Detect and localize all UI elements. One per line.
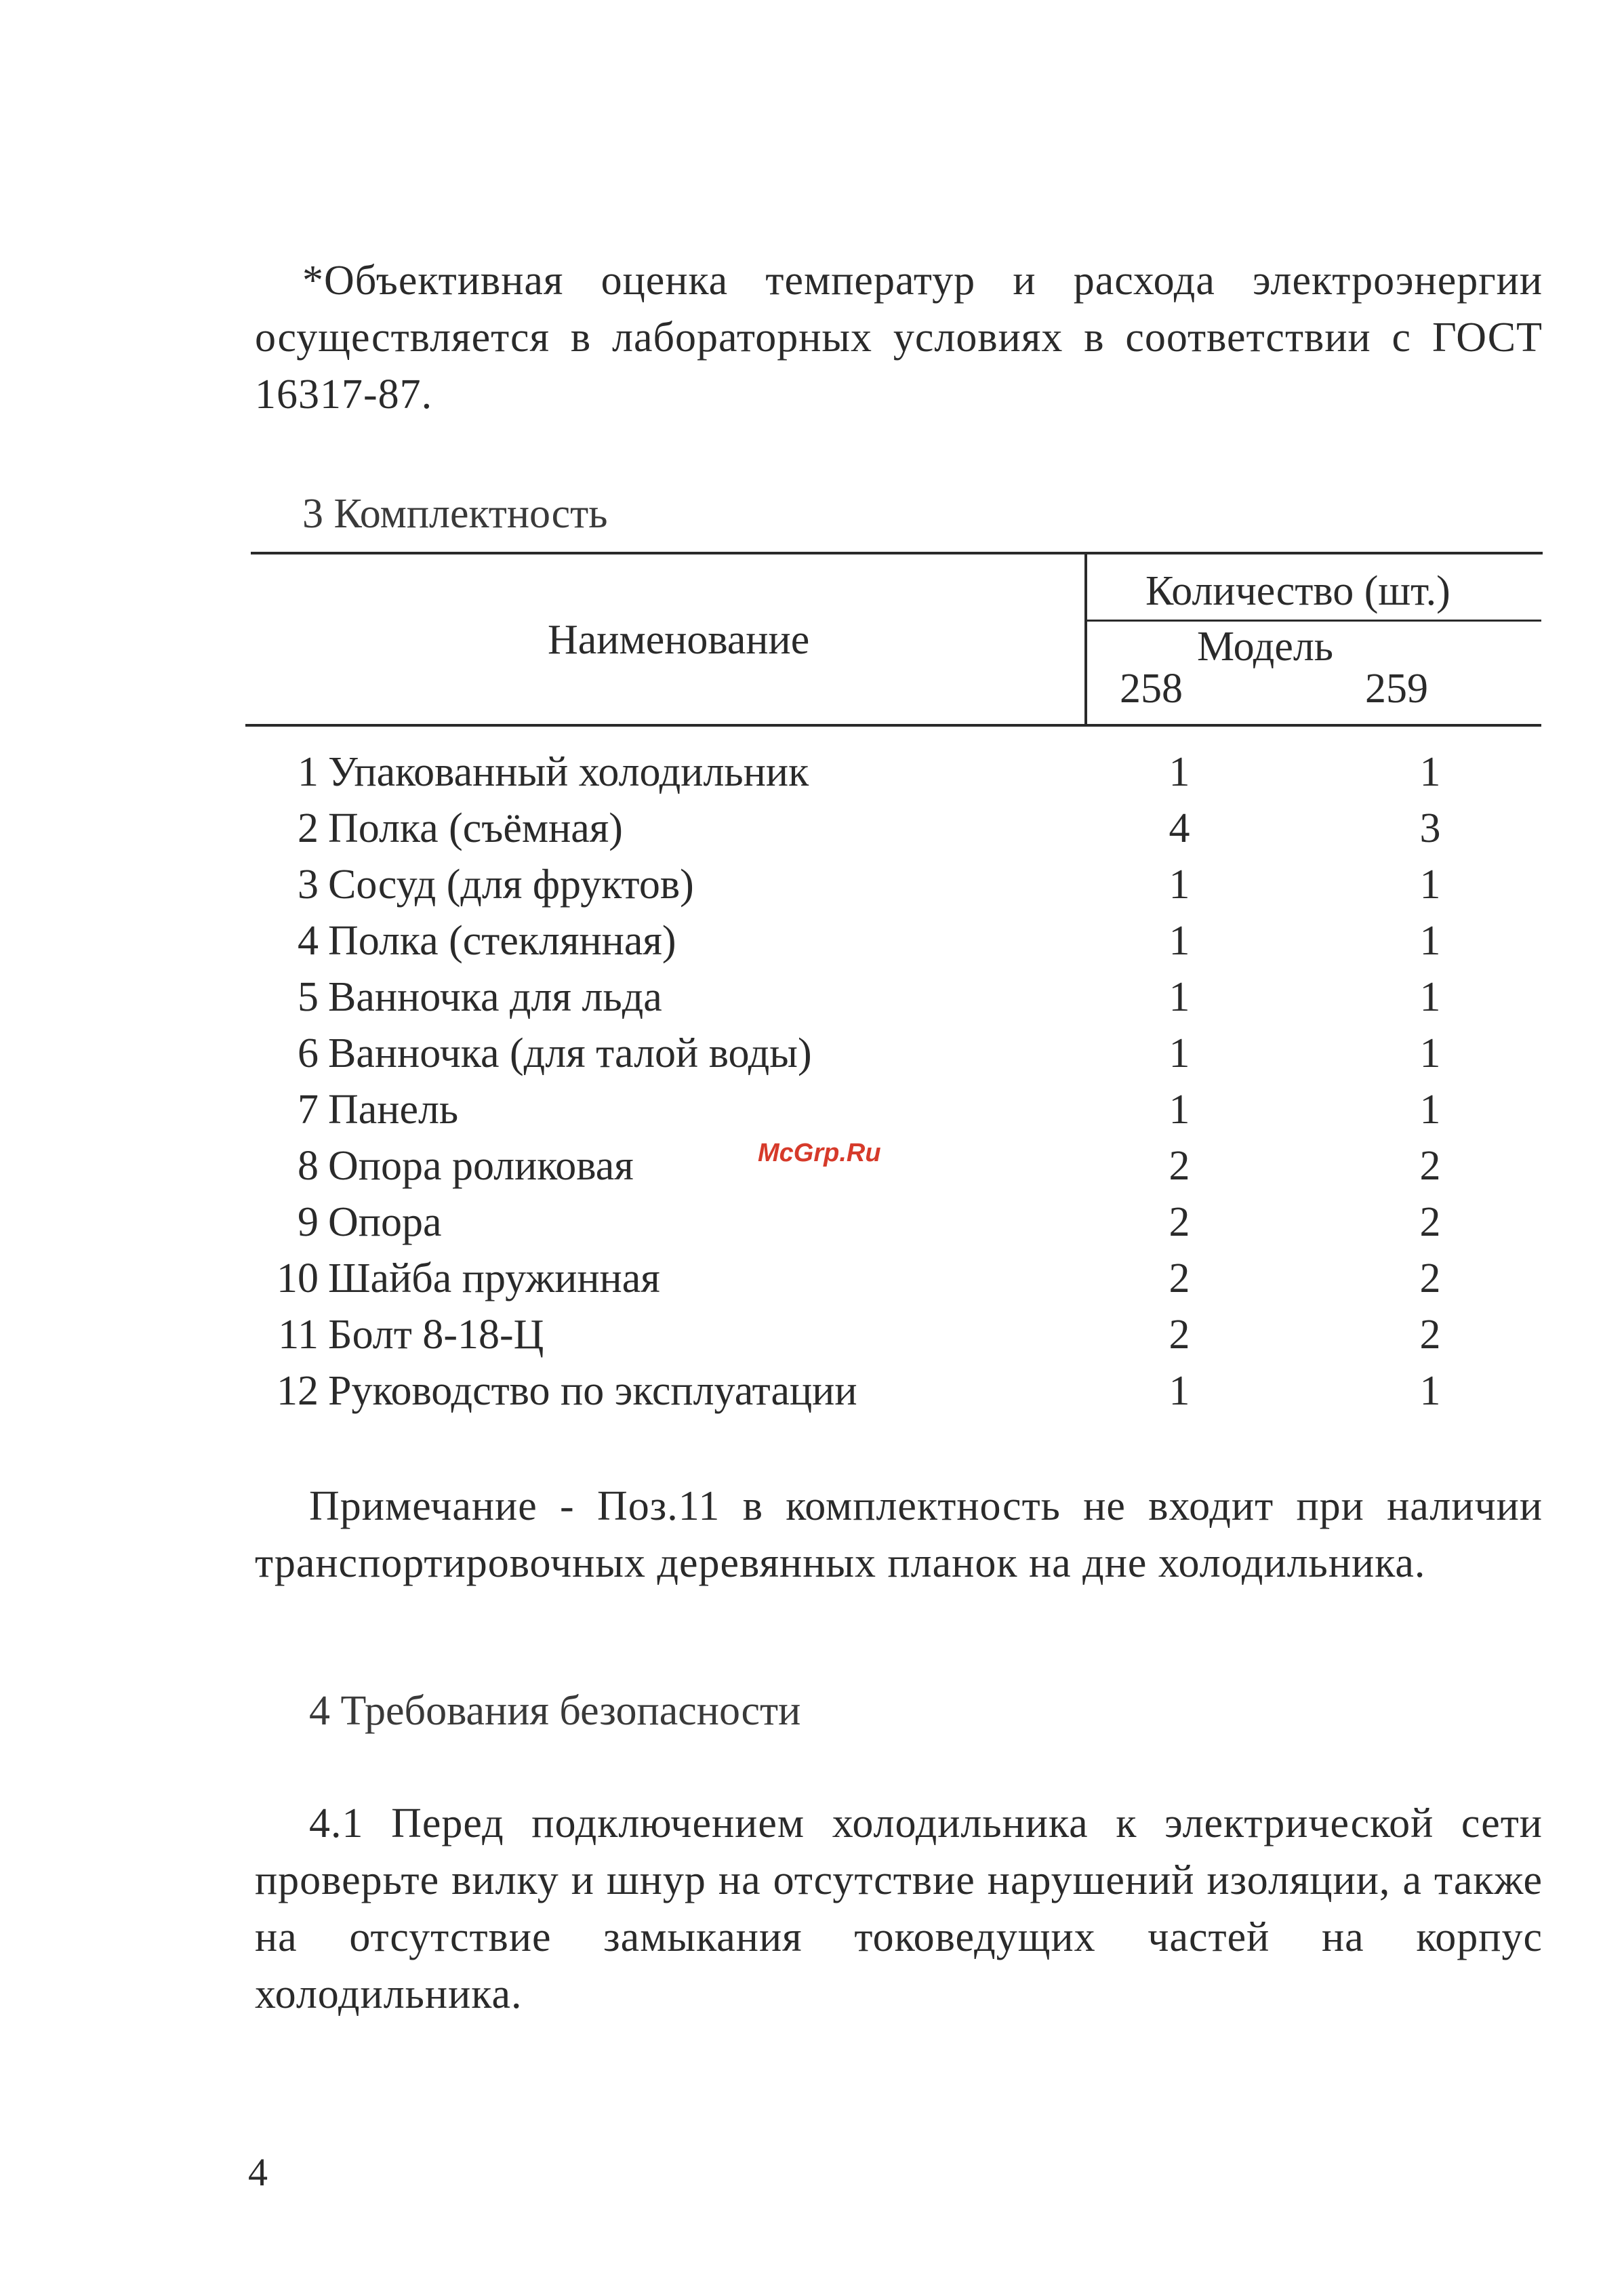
table-row xyxy=(291,857,1511,913)
row-item-name: Ванночка (для талой воды) xyxy=(328,1030,812,1076)
row-qty-259: 1 xyxy=(1419,1368,1441,1414)
row-qty-259: 1 xyxy=(1419,1030,1441,1076)
row-item-name: Опора xyxy=(328,1199,442,1245)
row-qty-258: 4 xyxy=(1169,805,1190,851)
row-qty-258: 2 xyxy=(1169,1199,1190,1245)
row-qty-259: 1 xyxy=(1419,862,1441,908)
table-row xyxy=(291,744,1511,801)
row-qty-258: 1 xyxy=(1169,1087,1190,1133)
section-4-paragraph-1: 4.1 Перед подключением холодильника к электрической сети проверьте вилку и шнур на отсутствие нарушений изоляции, а также на отсутствие замыкания токоведущих частей на корпус холодильника. xyxy=(255,1800,1543,2017)
row-qty-258: 1 xyxy=(1169,974,1190,1020)
row-number: 11 xyxy=(278,1312,319,1358)
row-number: 10 xyxy=(277,1255,319,1301)
row-item-name: Болт 8-18-Ц xyxy=(328,1312,544,1358)
row-qty-259: 2 xyxy=(1419,1312,1441,1358)
table-row xyxy=(277,1363,1511,1419)
section-4-title: 4 Требования безопасности xyxy=(309,1688,801,1734)
row-qty-259: 2 xyxy=(1419,1199,1441,1245)
table-header-model-258: 258 xyxy=(1120,666,1183,712)
row-item-name: Опора роликовая xyxy=(328,1143,634,1189)
row-qty-259: 1 xyxy=(1419,749,1441,795)
table-row xyxy=(291,969,1511,1026)
table-row xyxy=(291,1138,1511,1194)
row-item-name: Панель xyxy=(328,1087,459,1133)
section-3-title: 3 Комплектность xyxy=(302,491,608,537)
table-header-name: Наименование xyxy=(548,617,810,663)
table-header-divider xyxy=(1084,552,1087,725)
row-qty-259: 2 xyxy=(1419,1143,1441,1189)
page-number: 4 xyxy=(248,2150,268,2194)
row-qty-258: 1 xyxy=(1169,862,1190,908)
row-qty-259: 1 xyxy=(1419,918,1441,964)
row-number: 3 xyxy=(298,862,319,908)
table-header-model: Модель xyxy=(1197,624,1334,670)
row-number: 6 xyxy=(298,1030,319,1076)
table-header-bottom-rule xyxy=(245,724,1541,727)
table-row xyxy=(277,1251,1511,1307)
table-note: Примечание - Поз.11 в комплектность не входит при наличии транспортировочных деревянных планок на дне холодильника. xyxy=(255,1483,1543,1586)
row-number: 12 xyxy=(277,1368,319,1414)
row-qty-258: 2 xyxy=(1169,1312,1190,1358)
watermark-text: McGrp.Ru xyxy=(758,1139,881,1167)
row-qty-258: 1 xyxy=(1169,749,1190,795)
table-row xyxy=(291,913,1511,969)
intro-paragraph: *Объективная оценка температур и расхода электроэнергии осуществляется в лабораторных условиях в соответствии с ГОСТ 16317-87. xyxy=(255,258,1543,418)
row-number: 8 xyxy=(298,1143,319,1189)
table-top-rule xyxy=(251,552,1543,554)
row-item-name: Упакованный холодильник xyxy=(328,749,809,795)
row-qty-259: 3 xyxy=(1419,805,1441,851)
row-number: 2 xyxy=(298,805,319,851)
row-qty-258: 1 xyxy=(1169,1368,1190,1414)
contents-table-body xyxy=(277,744,1511,1419)
row-number: 5 xyxy=(298,974,319,1020)
table-qty-rule xyxy=(1086,620,1541,622)
row-number: 9 xyxy=(298,1199,319,1245)
row-qty-258: 2 xyxy=(1169,1255,1190,1301)
table-row xyxy=(291,1194,1511,1251)
table-row xyxy=(291,801,1511,857)
row-number: 7 xyxy=(298,1087,319,1133)
row-number: 1 xyxy=(298,749,319,795)
row-qty-258: 2 xyxy=(1169,1143,1190,1189)
row-qty-259: 1 xyxy=(1419,1087,1441,1133)
table-row xyxy=(291,1082,1511,1138)
row-item-name: Ванночка для льда xyxy=(328,974,662,1020)
row-item-name: Руководство по эксплуатации xyxy=(328,1368,857,1414)
row-item-name: Полка (съёмная) xyxy=(328,805,623,851)
table-row xyxy=(291,1026,1511,1082)
row-qty-259: 2 xyxy=(1419,1255,1441,1301)
table-header-model-259: 259 xyxy=(1365,666,1428,712)
row-qty-258: 1 xyxy=(1169,918,1190,964)
row-qty-259: 1 xyxy=(1419,974,1441,1020)
table-header-quantity: Количество (шт.) xyxy=(1145,568,1450,614)
row-item-name: Сосуд (для фруктов) xyxy=(328,862,694,908)
row-item-name: Полка (стеклянная) xyxy=(328,918,676,964)
row-qty-258: 1 xyxy=(1169,1030,1190,1076)
table-row xyxy=(278,1307,1511,1363)
row-number: 4 xyxy=(298,918,319,964)
row-item-name: Шайба пружинная xyxy=(328,1255,660,1301)
